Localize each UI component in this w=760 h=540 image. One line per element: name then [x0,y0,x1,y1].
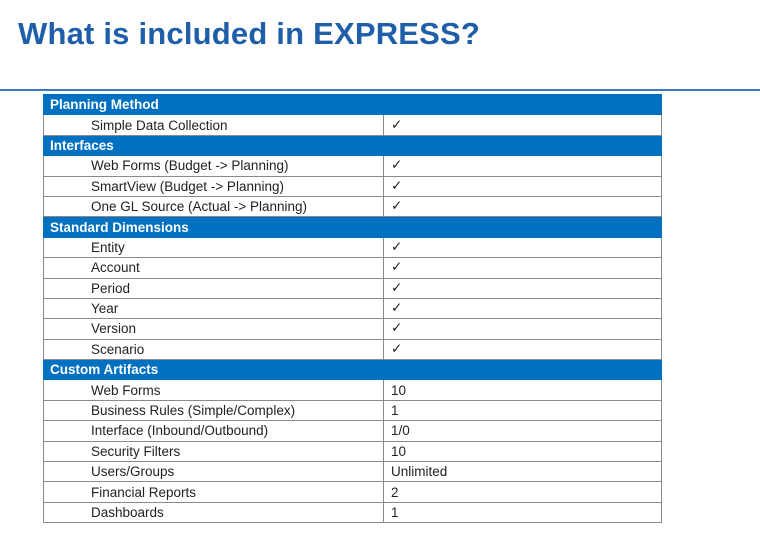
checkmark-icon: ✓ [384,237,662,257]
row-item-label: Version [44,319,384,339]
row-item-label: Entity [44,237,384,257]
table-row [44,339,662,359]
row-item-label: One GL Source (Actual -> Planning) [44,196,384,216]
row-item-label: Financial Reports [44,482,384,502]
table-row [44,502,662,522]
checkmark-icon: ✓ [384,176,662,196]
row-value: 10 [384,441,662,461]
row-value: 1 [384,400,662,420]
title-divider [0,89,760,91]
table-row [44,462,662,482]
row-item-label: Web Forms (Budget -> Planning) [44,156,384,176]
table-row [44,196,662,216]
checkmark-icon: ✓ [384,258,662,278]
row-item-label: Simple Data Collection [44,115,384,135]
row-item-label: Period [44,278,384,298]
section-header: Interfaces [44,135,662,155]
row-value: 1/0 [384,421,662,441]
row-item-label: Scenario [44,339,384,359]
row-value: 1 [384,502,662,522]
table-row [44,115,662,135]
checkmark-icon: ✓ [384,278,662,298]
row-value: 10 [384,380,662,400]
table-row [44,380,662,400]
table-row [44,441,662,461]
table-row [44,298,662,318]
row-item-label: Account [44,258,384,278]
checkmark-icon: ✓ [384,319,662,339]
section-header-row [44,360,662,380]
section-header: Custom Artifacts [44,360,662,380]
row-value: Unlimited [384,462,662,482]
row-item-label: Users/Groups [44,462,384,482]
section-header: Standard Dimensions [44,217,662,237]
checkmark-icon: ✓ [384,298,662,318]
table-row [44,482,662,502]
row-item-label: Business Rules (Simple/Complex) [44,400,384,420]
slide-title: What is included in EXPRESS? [18,16,481,51]
table-row [44,421,662,441]
row-item-label: SmartView (Budget -> Planning) [44,176,384,196]
express-features-table [43,94,662,523]
row-item-label: Dashboards [44,502,384,522]
table-row [44,156,662,176]
section-header-row [44,217,662,237]
table-row [44,258,662,278]
checkmark-icon: ✓ [384,339,662,359]
row-item-label: Security Filters [44,441,384,461]
row-item-label: Year [44,298,384,318]
row-item-label: Interface (Inbound/Outbound) [44,421,384,441]
table-row [44,400,662,420]
express-features-table-container [43,94,661,523]
table-row [44,319,662,339]
section-header-row [44,95,662,115]
table-row [44,237,662,257]
section-header: Planning Method [44,95,662,115]
checkmark-icon: ✓ [384,196,662,216]
checkmark-icon: ✓ [384,156,662,176]
section-header-row [44,135,662,155]
features-table-body [44,95,662,523]
table-row [44,278,662,298]
row-item-label: Web Forms [44,380,384,400]
checkmark-icon: ✓ [384,115,662,135]
table-row [44,176,662,196]
row-value: 2 [384,482,662,502]
